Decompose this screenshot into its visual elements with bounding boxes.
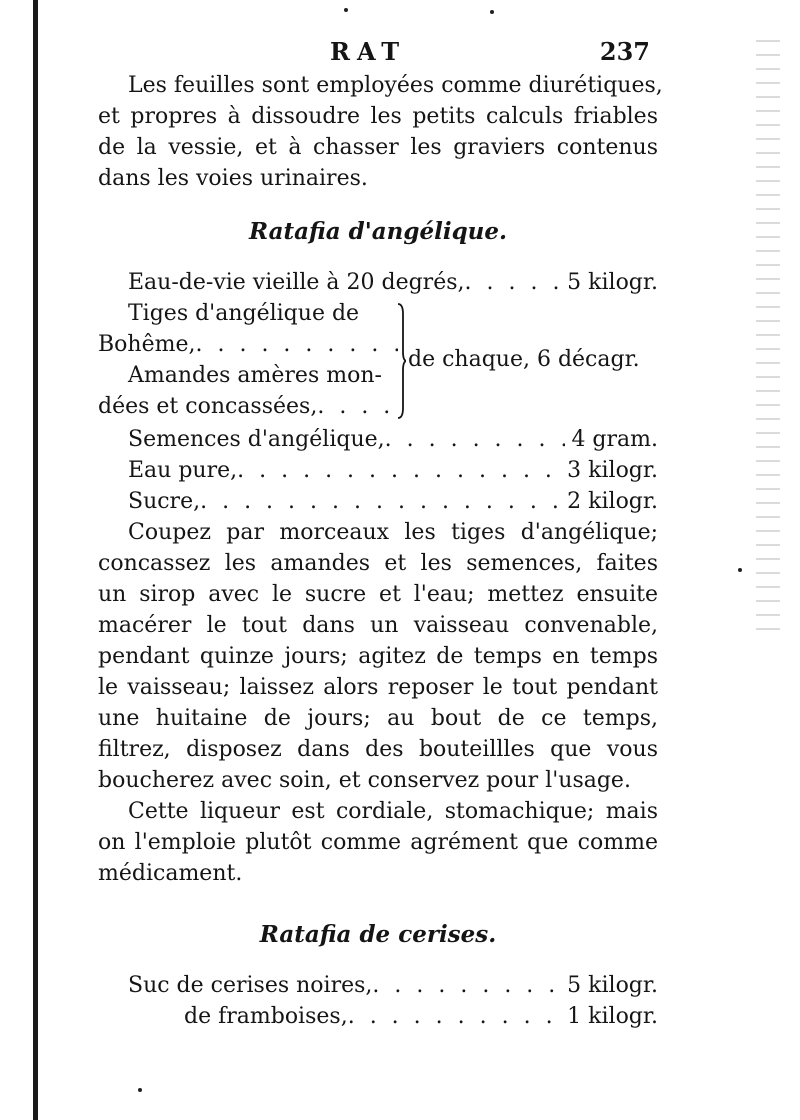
text-line: le vaisseau; laissez alors reposer le tout pendant xyxy=(98,675,658,700)
text-line: de la vessie, et à chasser les graviers contenus xyxy=(98,135,658,160)
ingredient-name: Eau-de-vie vieille à 20 degrés, xyxy=(128,270,465,295)
text-line: Les feuilles sont employées comme diurétiques, xyxy=(128,73,663,98)
text-line xyxy=(98,391,398,422)
speck xyxy=(490,10,494,14)
text-line: Coupez par morceaux les tiges d'angélique; xyxy=(128,520,658,545)
speck xyxy=(138,1088,142,1092)
ingredient-name: dées et concassées, xyxy=(98,394,318,419)
dot-leader xyxy=(385,424,566,455)
ingredient-row xyxy=(98,267,658,298)
note-paragraph xyxy=(98,796,658,889)
text-line: une huitaine de jours; au bout de ce temps, xyxy=(98,706,658,731)
dot-leader xyxy=(237,455,561,486)
recipe-heading: Ratafia de cerises. xyxy=(259,921,497,948)
bracketed-names xyxy=(98,298,398,422)
ingredient-name: Bohême, xyxy=(98,332,196,357)
text-line: dans les voies urinaires. xyxy=(98,166,368,191)
page-edge-shadow xyxy=(33,0,38,1120)
text-line: boucherez avec soin, et conservez pour l'usage. xyxy=(98,768,631,793)
ingredient-quantity: 5 kilogr. xyxy=(567,270,658,295)
text-line: un sirop avec le sucre et l'eau; mettez ensuite xyxy=(98,582,658,607)
text-line: concassez les amandes et les semences, faites xyxy=(98,551,658,576)
recipe-heading: Ratafia d'angélique. xyxy=(248,218,508,245)
page-edge-marks xyxy=(756,40,780,640)
ingredient-row xyxy=(98,424,658,455)
ingredient-list xyxy=(98,267,658,517)
text-line: on l'emploie plutôt comme agrément que comme xyxy=(98,830,658,855)
ingredient-quantity: 1 kilogr. xyxy=(567,1004,658,1029)
ingredient-list xyxy=(98,970,658,1032)
dot-leader xyxy=(200,486,561,517)
text-line xyxy=(98,329,398,360)
text-line: pendant quinze jours; agitez de temps en temps xyxy=(98,644,658,669)
shared-quantity: de chaque, 6 décagr. xyxy=(408,347,640,372)
text-line: Amandes amères mon- xyxy=(128,363,382,388)
ingredient-row xyxy=(98,455,658,486)
ingredient-quantity: 5 kilogr. xyxy=(567,973,658,998)
ingredient-name: de framboises, xyxy=(184,1004,348,1029)
method-paragraph xyxy=(98,517,658,796)
dot-leader xyxy=(317,391,398,422)
bracketed-ingredients xyxy=(98,298,658,424)
ingredient-row xyxy=(98,1001,658,1032)
ingredient-row xyxy=(98,486,658,517)
ingredient-quantity: 2 kilogr. xyxy=(567,489,658,514)
dot-leader xyxy=(348,1001,561,1032)
speck xyxy=(738,568,742,572)
ingredient-name: Suc de cerises noires, xyxy=(128,973,373,998)
dot-leader xyxy=(465,267,562,298)
running-title: RAT xyxy=(330,37,407,66)
dot-leader xyxy=(372,970,561,1001)
ingredient-name: Semences d'angélique, xyxy=(128,427,385,452)
ingredient-quantity: 3 kilogr. xyxy=(567,458,658,483)
speck xyxy=(344,8,348,12)
dot-leader xyxy=(195,329,398,360)
page-number: 237 xyxy=(599,37,650,66)
curly-brace-icon xyxy=(396,302,406,420)
intro-paragraph xyxy=(98,70,663,194)
ingredient-row xyxy=(98,970,658,1001)
ingredient-name: Eau pure, xyxy=(128,458,238,483)
ingredient-quantity: 4 gram. xyxy=(571,427,658,452)
ingredient-name: Sucre, xyxy=(128,489,201,514)
text-line: filtrez, disposez dans des bouteillles que vous xyxy=(98,737,658,762)
text-line: macérer le tout dans un vaisseau convenable, xyxy=(98,613,658,638)
book-page xyxy=(98,30,663,1032)
text-line: Tiges d'angélique de xyxy=(128,301,360,326)
page-header xyxy=(98,30,658,70)
text-line: médicament. xyxy=(98,861,243,886)
text-line: Cette liqueur est cordiale, stomachique; mais xyxy=(128,799,658,824)
text-line: et propres à dissoudre les petits calculs friables xyxy=(98,104,658,129)
